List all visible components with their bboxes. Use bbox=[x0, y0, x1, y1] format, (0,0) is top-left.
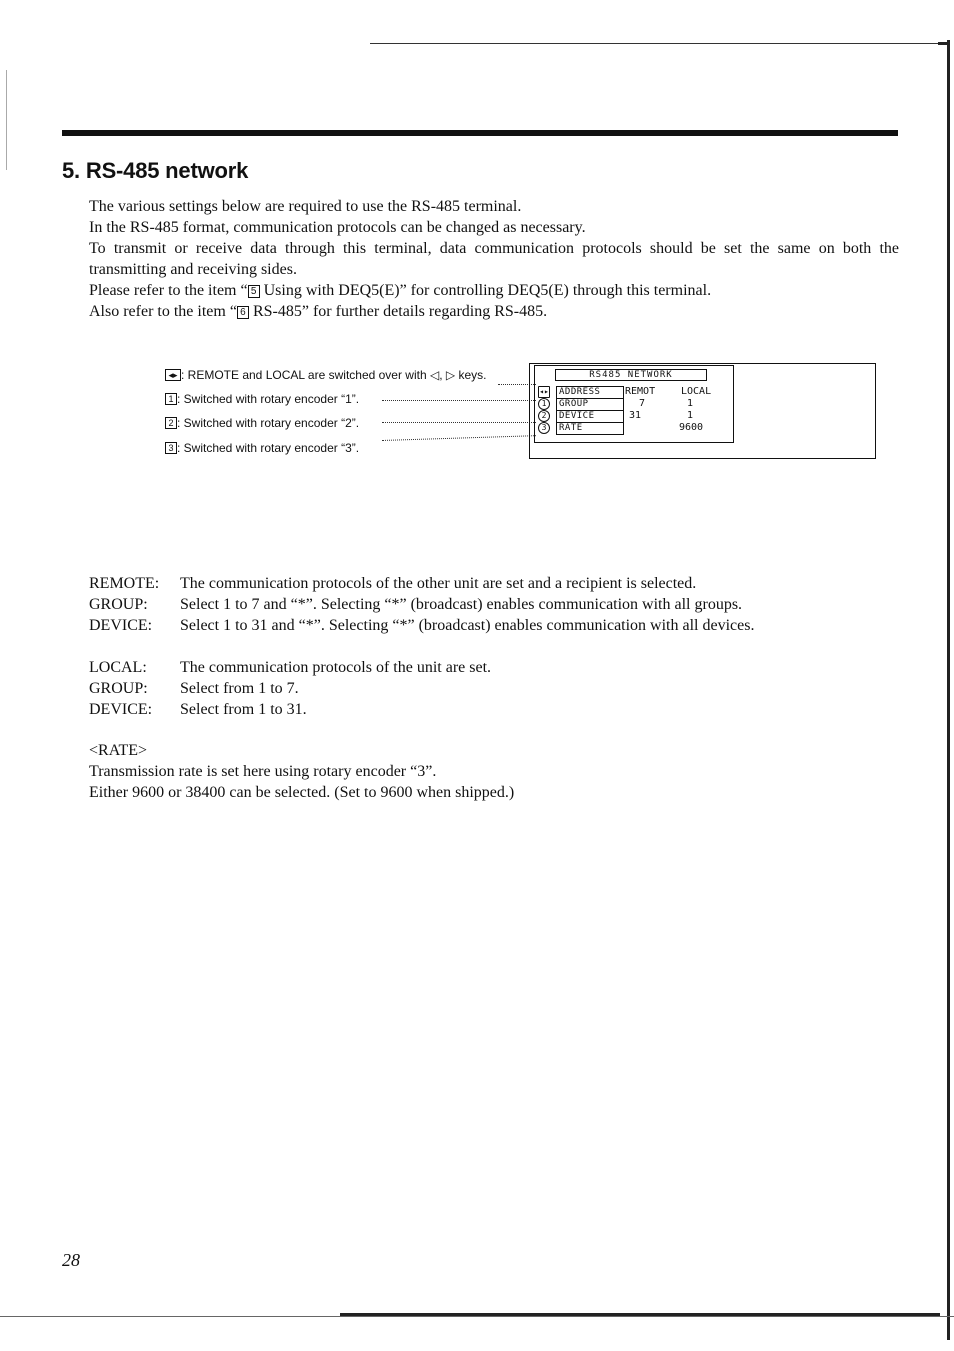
local-definitions bbox=[89, 657, 491, 720]
leader-line bbox=[382, 435, 536, 441]
encoder-1-icon: 1 bbox=[538, 398, 550, 410]
definition-term: REMOTE: bbox=[89, 575, 160, 592]
definition-term: DEVICE: bbox=[89, 617, 153, 634]
intro-text bbox=[89, 196, 899, 322]
lcd-value-local: 1 bbox=[687, 398, 694, 409]
arrow-keys-icon: ◂▸ bbox=[165, 369, 181, 381]
right-edge-corner bbox=[938, 42, 950, 45]
encoder-2-icon: 2 bbox=[538, 410, 550, 422]
lcd-value-remote: 31 bbox=[629, 410, 642, 421]
definition-term: GROUP: bbox=[89, 596, 148, 613]
bottom-rule bbox=[0, 1316, 954, 1317]
left-margin-mark bbox=[6, 70, 7, 170]
intro-line: To transmit or receive data through this terminal, data communication protocols should be set the same on both the transmitting and receiving sides. bbox=[89, 240, 899, 278]
section-title: RS-485 network bbox=[85, 158, 249, 183]
intro-line: The various settings below are required to use the RS-485 terminal. bbox=[89, 198, 522, 215]
definition-row bbox=[89, 594, 754, 615]
section-number: 5. bbox=[62, 158, 80, 183]
definition-row bbox=[89, 573, 754, 594]
lcd-label: DEVICE bbox=[556, 410, 624, 423]
definition-term: LOCAL: bbox=[89, 659, 147, 676]
section-heading bbox=[62, 158, 248, 184]
rate-heading: <RATE> bbox=[89, 742, 148, 759]
encoder-3-icon: 3 bbox=[538, 422, 550, 434]
note-encoder-2: 2 : Switched with rotary encoder “2”. bbox=[165, 416, 359, 430]
definition-term: DEVICE: bbox=[89, 701, 153, 718]
definition-desc: Select from 1 to 31. bbox=[180, 701, 307, 718]
definition-desc: The communication protocols of the unit are set. bbox=[180, 659, 492, 676]
lcd-value-local: LOCAL bbox=[681, 386, 712, 397]
encoder-3-icon: 3 bbox=[165, 442, 177, 454]
note-remote-local: ◂▸ : REMOTE and LOCAL are switched over with ◁, ▷ keys. bbox=[165, 368, 486, 382]
remote-definitions bbox=[89, 573, 754, 636]
encoder-2-icon: 2 bbox=[165, 417, 177, 429]
lcd-screen bbox=[534, 365, 734, 443]
lcd-value-local: 1 bbox=[687, 410, 694, 421]
top-thin-rule bbox=[370, 43, 940, 44]
encoder-1-icon: 1 bbox=[165, 393, 177, 405]
definition-desc: The communication protocols of the other unit are set and a recipient is selected. bbox=[180, 575, 697, 592]
leader-line bbox=[382, 400, 536, 401]
intro-line: Also refer to the item “ 6 RS-485” for further details regarding RS-485. bbox=[89, 303, 548, 320]
rate-line: Either 9600 or 38400 can be selected. (Set to 9600 when shipped.) bbox=[89, 784, 515, 801]
lcd-header: RS485 NETWORK bbox=[555, 369, 707, 381]
item-ref-key: 5 bbox=[248, 285, 260, 298]
definition-row bbox=[89, 699, 491, 720]
section-header-rule bbox=[62, 130, 898, 136]
definition-term: GROUP: bbox=[89, 680, 148, 697]
right-edge-bar bbox=[947, 40, 950, 1340]
rate-line: Transmission rate is set here using rotary encoder “3”. bbox=[89, 763, 437, 780]
definition-desc: Select 1 to 31 and “*”. Selecting “*” (broadcast) enables communication with all devices. bbox=[180, 617, 755, 634]
lcd-label: GROUP bbox=[556, 398, 624, 411]
note-encoder-3: 3 : Switched with rotary encoder “3”. bbox=[165, 441, 359, 455]
definition-row bbox=[89, 615, 754, 636]
intro-line: In the RS-485 format, communication protocols can be changed as necessary. bbox=[89, 219, 586, 236]
lcd-label: ADDRESS bbox=[556, 386, 624, 399]
intro-line: Please refer to the item “ 5 Using with DEQ5(E)” for controlling DEQ5(E) through this terminal. bbox=[89, 282, 712, 299]
item-ref-key: 6 bbox=[237, 306, 249, 319]
arrow-keys-icon: ◂▸ bbox=[539, 387, 549, 396]
note-encoder-1: 1 : Switched with rotary encoder “1”. bbox=[165, 392, 359, 406]
definition-row bbox=[89, 657, 491, 678]
definition-row bbox=[89, 678, 491, 699]
lcd-value-remote: REMOT bbox=[625, 386, 656, 397]
definition-desc: Select from 1 to 7. bbox=[180, 680, 299, 697]
rate-section bbox=[89, 740, 514, 803]
lcd-value-rate: 9600 bbox=[679, 422, 704, 433]
leader-line bbox=[382, 422, 536, 423]
lcd-value-remote: 7 bbox=[639, 398, 646, 409]
definition-desc: Select 1 to 7 and “*”. Selecting “*” (broadcast) enables communication with all groups. bbox=[180, 596, 743, 613]
page-number: 28 bbox=[62, 1250, 80, 1270]
lcd-label: RATE bbox=[556, 422, 624, 435]
